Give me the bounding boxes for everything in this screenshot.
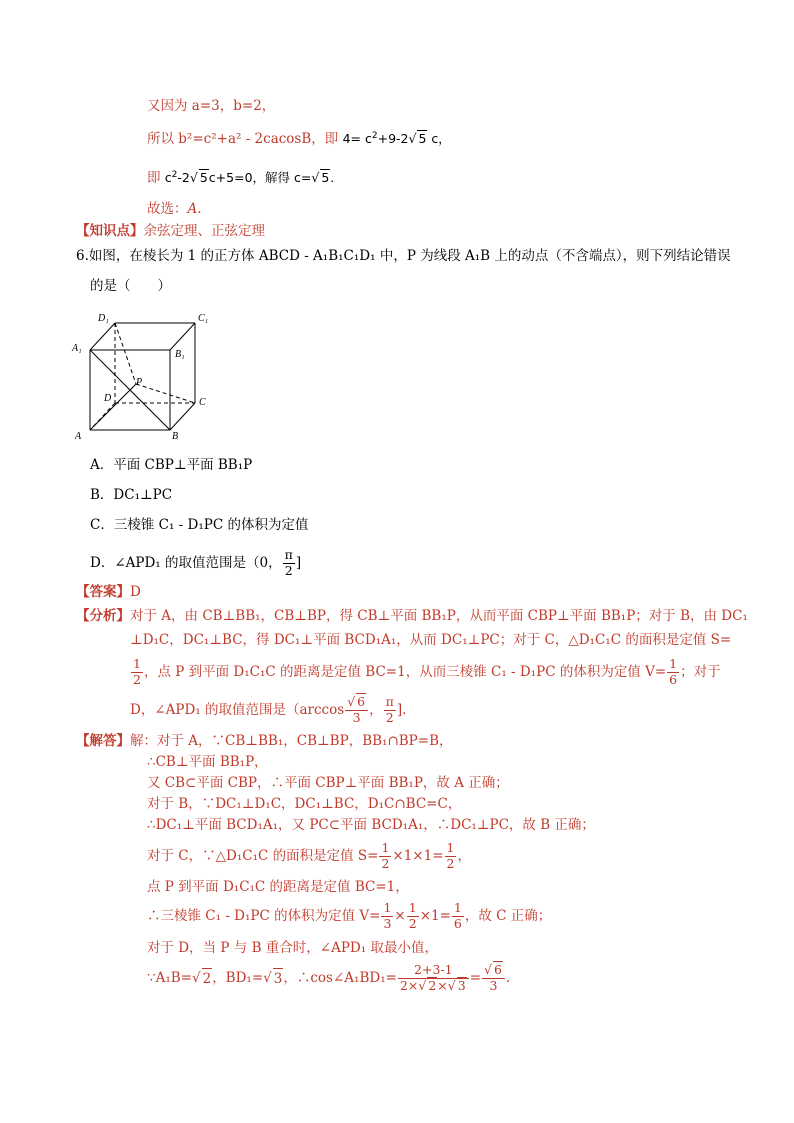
analysis-label: 【分析】: [76, 608, 130, 624]
segment-AP: [90, 384, 136, 430]
answer-value: D: [130, 584, 141, 600]
answer-label: 【答案】: [76, 584, 130, 600]
option-d: D．∠APD₁ 的取值范围是（0， $\frac{\pi}{2}$ ]: [90, 547, 302, 578]
knowledge-point-text: 余弦定理、正弦定理: [143, 223, 265, 239]
label-A1: A₁: [72, 343, 82, 354]
prev-line-4: 故选：A.: [147, 201, 202, 217]
analysis-line-3: $\frac{1}{2}$ ，点 P 到平面 D₁C₁C 的距离是定值 BC=1，从而三棱锥 C₁ - D₁PC 的体积为定值 V= $\frac{1}{6}$ ；对于: [133, 656, 721, 687]
cube-diagram: [70, 305, 230, 443]
label-B1: B₁: [175, 349, 185, 360]
prev-line-2-pre: 所以 b²=c²+a² - 2cacosB，即: [147, 131, 339, 148]
edge-C1B1: [170, 323, 195, 350]
solution-line-1: 【解答】解：对于 A，∵CB⊥BB₁，CB⊥BP，BB₁∩BP=B，: [76, 733, 453, 749]
label-B: B: [172, 431, 179, 442]
knowledge-point-label: 【知识点】: [76, 223, 144, 239]
prev-line-2: [147, 126, 451, 149]
question-stem-line-2: 的是（ ）: [90, 278, 171, 294]
solution-line-9: 对于 D，当 P 与 B 重合时，∠APD₁ 取最小值，: [147, 940, 438, 956]
prev-line-3: 即 $c^2-2√$ 5c+5=0，解得 c=√ 5.: [147, 170, 335, 187]
prev-line-3-equation: $c^2-2√$ 5c+5=0，解得 c=√ 5.: [164, 170, 335, 186]
label-D1: D₁: [98, 313, 109, 324]
analysis-line-1: 【分析】对于 A，由 CB⊥BB₁，CB⊥BP，得 CB⊥平面 BB₁P，从而平面 CBP⊥平面 BB₁P；对于 B，由 DC₁: [76, 608, 748, 624]
cube-figure: [70, 305, 230, 447]
knowledge-point: [76, 221, 265, 241]
label-P: P: [136, 377, 143, 388]
solution-line-3: 又 CB⊂平面 CBP，∴平面 CBP⊥平面 BB₁P，故 A 正确；: [147, 775, 509, 791]
analysis-line-2: ⊥D₁C，DC₁⊥BC，得 DC₁⊥平面 BCD₁A₁，从而 DC₁⊥PC；对于 C，△D₁C₁C 的面积是定值 S=: [130, 632, 732, 648]
solution-line-2: ∴CB⊥平面 BB₁P，: [147, 754, 268, 770]
edge-CB: [170, 403, 195, 430]
solution-line-6: 对于 C，∵△D₁C₁C 的面积是定值 S= $\frac{1}{2}$ ×1×1= $\frac{1}{2}$ ，: [147, 840, 471, 871]
solution-line-8: ∴三棱锥 C₁ - D₁PC 的体积为定值 V= $\frac{1}{3}$ × $\frac{1}{2}$ ×1= $\frac{1}{6}$ ，故 C 正确；: [147, 900, 552, 931]
option-c: C．三棱锥 C₁ - D₁PC 的体积为定值: [90, 517, 309, 533]
segment-D1P: [115, 323, 136, 384]
label-C: C: [199, 397, 206, 408]
solution-line-5: ∴DC₁⊥平面 BCD₁A₁，又 PC⊂平面 BCD₁A₁，∴DC₁⊥PC，故 B 正确；: [147, 817, 595, 833]
prev-line-1: 又因为 a=3，b=2，: [147, 98, 276, 114]
label-D: D: [104, 393, 112, 404]
option-d-fraction: $\frac{\pi}{2}$: [284, 547, 293, 578]
question-stem-line-1: 6.如图，在棱长为 1 的正方体 ABCD - A₁B₁C₁D₁ 中，P 为线段 A₁B 上的动点（不含端点），则下列结论错误: [76, 248, 731, 264]
edge-A1D1: [90, 323, 115, 350]
solution-line-4: 对于 B，∵DC₁⊥D₁C，DC₁⊥BC，D₁C∩BC=C，: [147, 796, 462, 812]
prev-line-2-equation: $4= c^2+9-2√$ 5 c，: [342, 131, 451, 147]
solution-label: 【解答】: [76, 733, 130, 749]
answer-line: [76, 582, 141, 602]
label-C1: C₁: [198, 313, 209, 324]
option-a: A．平面 CBP⊥平面 BB₁P: [90, 457, 253, 473]
label-A: A: [75, 431, 82, 442]
segment-PC: [136, 384, 195, 403]
analysis-line-4: D，∠APD₁ 的取值范围是（arccos $\frac{√ 6}{3}$ ， $\frac{\pi}{2}$ ].: [130, 694, 407, 725]
option-b: B．DC₁⊥PC: [90, 487, 173, 503]
solution-line-7: 点 P 到平面 D₁C₁C 的距离是定值 BC=1，: [147, 879, 409, 895]
solution-line-10: ∵A₁B= √ 2 ，BD₁= √ 3 ，∴cos∠A₁BD₁= $\frac{2+3-1}{2\times√ 2\times√ 3}$ = $\frac{√ 6}{3}$ .: [147, 962, 511, 993]
